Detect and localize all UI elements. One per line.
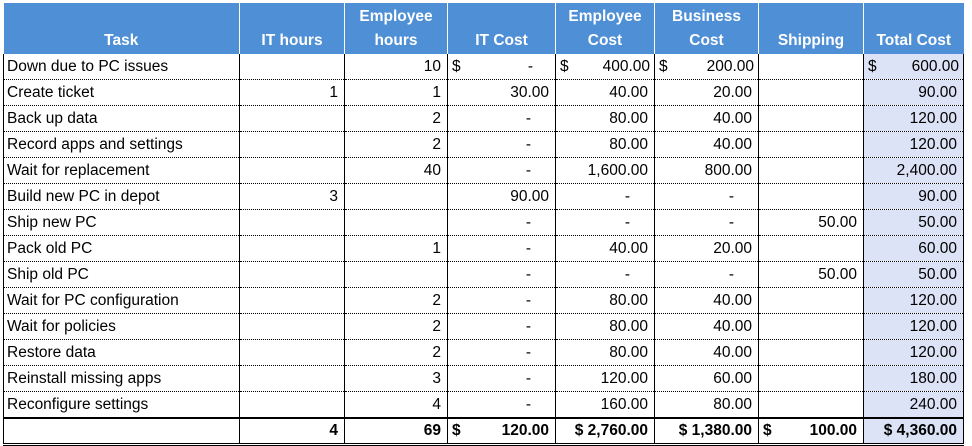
task-cell[interactable]: Ship old PC bbox=[4, 262, 240, 288]
employee-cost-cell[interactable]: 160.00 bbox=[556, 392, 655, 419]
employee-hours-cell[interactable]: 2 bbox=[345, 132, 448, 158]
total-shipping-cell[interactable]: $ 100.00 bbox=[759, 418, 864, 445]
table-row bbox=[4, 262, 964, 288]
employee-cost-cell[interactable]: 80.00 bbox=[556, 288, 655, 314]
business-cost-cell[interactable]: 40.00 bbox=[655, 106, 759, 132]
employee-hours-cell[interactable]: 3 bbox=[345, 366, 448, 392]
total-cost-cell[interactable]: 50.00 bbox=[864, 210, 964, 236]
table-row bbox=[4, 54, 964, 80]
business-cost-cell[interactable]: - bbox=[655, 262, 759, 288]
business-cost-cell[interactable]: 40.00 bbox=[655, 132, 759, 158]
table-row bbox=[4, 184, 964, 210]
business-cost-cell[interactable]: - bbox=[655, 210, 759, 236]
shipping-cell[interactable] bbox=[759, 314, 864, 340]
it-cost-cell[interactable]: - bbox=[448, 132, 556, 158]
business-cost-cell[interactable]: 20.00 bbox=[655, 80, 759, 106]
total-it-hours-cell[interactable]: 4 bbox=[240, 418, 345, 445]
shipping-cell[interactable] bbox=[759, 158, 864, 184]
header-employee-cost[interactable]: Employee Cost bbox=[556, 3, 655, 54]
employee-hours-cell[interactable]: 10 bbox=[345, 54, 448, 80]
total-cost-cell[interactable]: 90.00 bbox=[864, 184, 964, 210]
employee-cost-cell[interactable]: 80.00 bbox=[556, 106, 655, 132]
task-cell[interactable]: Ship new PC bbox=[4, 210, 240, 236]
shipping-cell[interactable] bbox=[759, 106, 864, 132]
it-hours-cell[interactable] bbox=[240, 262, 345, 288]
it-hours-cell[interactable] bbox=[240, 314, 345, 340]
total-cost-cell[interactable]: 120.00 bbox=[864, 288, 964, 314]
employee-cost-cell[interactable]: 40.00 bbox=[556, 80, 655, 106]
it-hours-cell[interactable] bbox=[240, 288, 345, 314]
shipping-cell[interactable] bbox=[759, 340, 864, 366]
it-hours-cell[interactable] bbox=[240, 340, 345, 366]
total-cost-cell[interactable]: 50.00 bbox=[864, 262, 964, 288]
it-cost-cell[interactable]: - bbox=[448, 236, 556, 262]
cost-table bbox=[3, 3, 964, 446]
total-employee-hours-cell[interactable]: 69 bbox=[345, 418, 448, 445]
total-business-cost-cell[interactable]: $ 1,380.00 bbox=[655, 418, 759, 445]
employee-hours-cell[interactable]: 2 bbox=[345, 340, 448, 366]
total-task-cell[interactable] bbox=[4, 418, 240, 445]
header-shipping[interactable]: Shipping bbox=[759, 3, 864, 54]
task-cell[interactable]: Down due to PC issues bbox=[4, 54, 240, 80]
it-cost-cell[interactable]: - bbox=[448, 262, 556, 288]
task-cell[interactable]: Build new PC in depot bbox=[4, 184, 240, 210]
it-cost-cell[interactable]: - bbox=[448, 210, 556, 236]
employee-hours-cell[interactable]: 1 bbox=[345, 236, 448, 262]
employee-cost-cell[interactable]: - bbox=[556, 262, 655, 288]
total-it-cost-cell[interactable]: $ 120.00 bbox=[448, 418, 556, 445]
business-cost-cell[interactable]: 800.00 bbox=[655, 158, 759, 184]
table-row bbox=[4, 158, 964, 184]
shipping-cell[interactable] bbox=[759, 80, 864, 106]
business-cost-cell[interactable]: 40.00 bbox=[655, 288, 759, 314]
it-cost-cell[interactable]: - bbox=[448, 340, 556, 366]
task-cell[interactable]: Wait for replacement bbox=[4, 158, 240, 184]
header-business-cost[interactable]: Business Cost bbox=[655, 3, 759, 54]
total-cost-cell[interactable]: 240.00 bbox=[864, 392, 964, 419]
total-cost-cell[interactable]: 120.00 bbox=[864, 106, 964, 132]
it-hours-cell[interactable] bbox=[240, 366, 345, 392]
task-cell[interactable]: Restore data bbox=[4, 340, 240, 366]
employee-hours-cell[interactable]: 2 bbox=[345, 106, 448, 132]
it-hours-cell[interactable] bbox=[240, 236, 345, 262]
shipping-cell[interactable]: 50.00 bbox=[759, 210, 864, 236]
it-hours-cell[interactable] bbox=[240, 106, 345, 132]
table-row bbox=[4, 236, 964, 262]
it-hours-cell[interactable] bbox=[240, 210, 345, 236]
total-cost-cell[interactable]: 120.00 bbox=[864, 340, 964, 366]
total-cost-cell[interactable]: 120.00 bbox=[864, 132, 964, 158]
it-hours-cell[interactable]: 3 bbox=[240, 184, 345, 210]
it-hours-cell[interactable]: 1 bbox=[240, 80, 345, 106]
employee-hours-cell[interactable]: 1 bbox=[345, 80, 448, 106]
total-cost-cell[interactable]: 60.00 bbox=[864, 236, 964, 262]
task-cell[interactable]: Pack old PC bbox=[4, 236, 240, 262]
it-cost-cell[interactable]: 30.00 bbox=[448, 80, 556, 106]
total-employee-cost-cell[interactable]: $ 2,760.00 bbox=[556, 418, 655, 445]
shipping-cell[interactable] bbox=[759, 366, 864, 392]
employee-hours-cell[interactable] bbox=[345, 210, 448, 236]
header-employee-hours[interactable]: Employee hours bbox=[345, 3, 448, 54]
task-cell[interactable]: Back up data bbox=[4, 106, 240, 132]
task-cell[interactable]: Create ticket bbox=[4, 80, 240, 106]
employee-cost-cell[interactable]: - bbox=[556, 184, 655, 210]
shipping-cell[interactable] bbox=[759, 184, 864, 210]
task-cell[interactable]: Reinstall missing apps bbox=[4, 366, 240, 392]
table-row bbox=[4, 210, 964, 236]
it-cost-cell[interactable]: - bbox=[448, 314, 556, 340]
employee-cost-cell[interactable]: 40.00 bbox=[556, 236, 655, 262]
total-cost-cell[interactable]: 180.00 bbox=[864, 366, 964, 392]
task-cell[interactable]: Wait for PC configuration bbox=[4, 288, 240, 314]
business-cost-cell[interactable]: - bbox=[655, 184, 759, 210]
business-cost-cell[interactable]: 40.00 bbox=[655, 340, 759, 366]
table-row bbox=[4, 392, 964, 419]
shipping-cell[interactable] bbox=[759, 288, 864, 314]
table-body bbox=[4, 54, 964, 418]
total-cost-cell[interactable]: 90.00 bbox=[864, 80, 964, 106]
it-cost-cell[interactable]: - bbox=[448, 106, 556, 132]
table-row bbox=[4, 340, 964, 366]
employee-cost-cell[interactable]: 1,600.00 bbox=[556, 158, 655, 184]
it-hours-cell[interactable] bbox=[240, 158, 345, 184]
employee-cost-cell[interactable]: 80.00 bbox=[556, 132, 655, 158]
header-task[interactable]: Task bbox=[4, 3, 240, 54]
employee-cost-cell[interactable]: 120.00 bbox=[556, 366, 655, 392]
business-cost-cell[interactable]: 80.00 bbox=[655, 392, 759, 419]
shipping-cell[interactable] bbox=[759, 392, 864, 419]
employee-cost-cell[interactable]: $ 400.00 bbox=[556, 54, 655, 80]
it-cost-cell[interactable]: - bbox=[448, 392, 556, 419]
table-row bbox=[4, 366, 964, 392]
it-cost-cell[interactable]: $ - bbox=[448, 54, 556, 80]
it-cost-cell[interactable]: - bbox=[448, 158, 556, 184]
grand-total-cell[interactable]: $ 4,360.00 bbox=[864, 418, 964, 445]
total-cost-cell[interactable]: 120.00 bbox=[864, 314, 964, 340]
it-cost-cell[interactable]: - bbox=[448, 288, 556, 314]
employee-hours-cell[interactable] bbox=[345, 184, 448, 210]
business-cost-cell[interactable]: 20.00 bbox=[655, 236, 759, 262]
employee-hours-cell[interactable]: 2 bbox=[345, 288, 448, 314]
employee-cost-cell[interactable]: - bbox=[556, 210, 655, 236]
totals-row bbox=[4, 418, 964, 445]
shipping-cell[interactable] bbox=[759, 132, 864, 158]
table-row bbox=[4, 288, 964, 314]
it-hours-cell[interactable] bbox=[240, 392, 345, 419]
it-hours-cell[interactable] bbox=[240, 54, 345, 80]
shipping-cell[interactable]: 50.00 bbox=[759, 262, 864, 288]
table-row bbox=[4, 106, 964, 132]
total-cost-cell[interactable]: $ 600.00 bbox=[864, 54, 964, 80]
spreadsheet bbox=[3, 3, 964, 446]
business-cost-cell[interactable]: 40.00 bbox=[655, 314, 759, 340]
employee-hours-cell[interactable]: 2 bbox=[345, 314, 448, 340]
business-cost-cell[interactable]: $ 200.00 bbox=[655, 54, 759, 80]
it-cost-cell[interactable]: - bbox=[448, 366, 556, 392]
table-row bbox=[4, 314, 964, 340]
header-total-cost[interactable]: Total Cost bbox=[864, 3, 964, 54]
header-row bbox=[4, 3, 964, 54]
employee-hours-cell[interactable]: 4 bbox=[345, 392, 448, 419]
table-row bbox=[4, 132, 964, 158]
it-hours-cell[interactable] bbox=[240, 132, 345, 158]
task-cell[interactable]: Record apps and settings bbox=[4, 132, 240, 158]
header-it-cost[interactable]: IT Cost bbox=[448, 3, 556, 54]
shipping-cell[interactable] bbox=[759, 54, 864, 80]
it-cost-cell[interactable]: 90.00 bbox=[448, 184, 556, 210]
table-row bbox=[4, 80, 964, 106]
shipping-cell[interactable] bbox=[759, 236, 864, 262]
total-cost-cell[interactable]: 2,400.00 bbox=[864, 158, 964, 184]
task-cell[interactable]: Wait for policies bbox=[4, 314, 240, 340]
employee-cost-cell[interactable]: 80.00 bbox=[556, 340, 655, 366]
employee-cost-cell[interactable]: 80.00 bbox=[556, 314, 655, 340]
employee-hours-cell[interactable] bbox=[345, 262, 448, 288]
task-cell[interactable]: Reconfigure settings bbox=[4, 392, 240, 419]
header-it-hours[interactable]: IT hours bbox=[240, 3, 345, 54]
employee-hours-cell[interactable]: 40 bbox=[345, 158, 448, 184]
business-cost-cell[interactable]: 60.00 bbox=[655, 366, 759, 392]
